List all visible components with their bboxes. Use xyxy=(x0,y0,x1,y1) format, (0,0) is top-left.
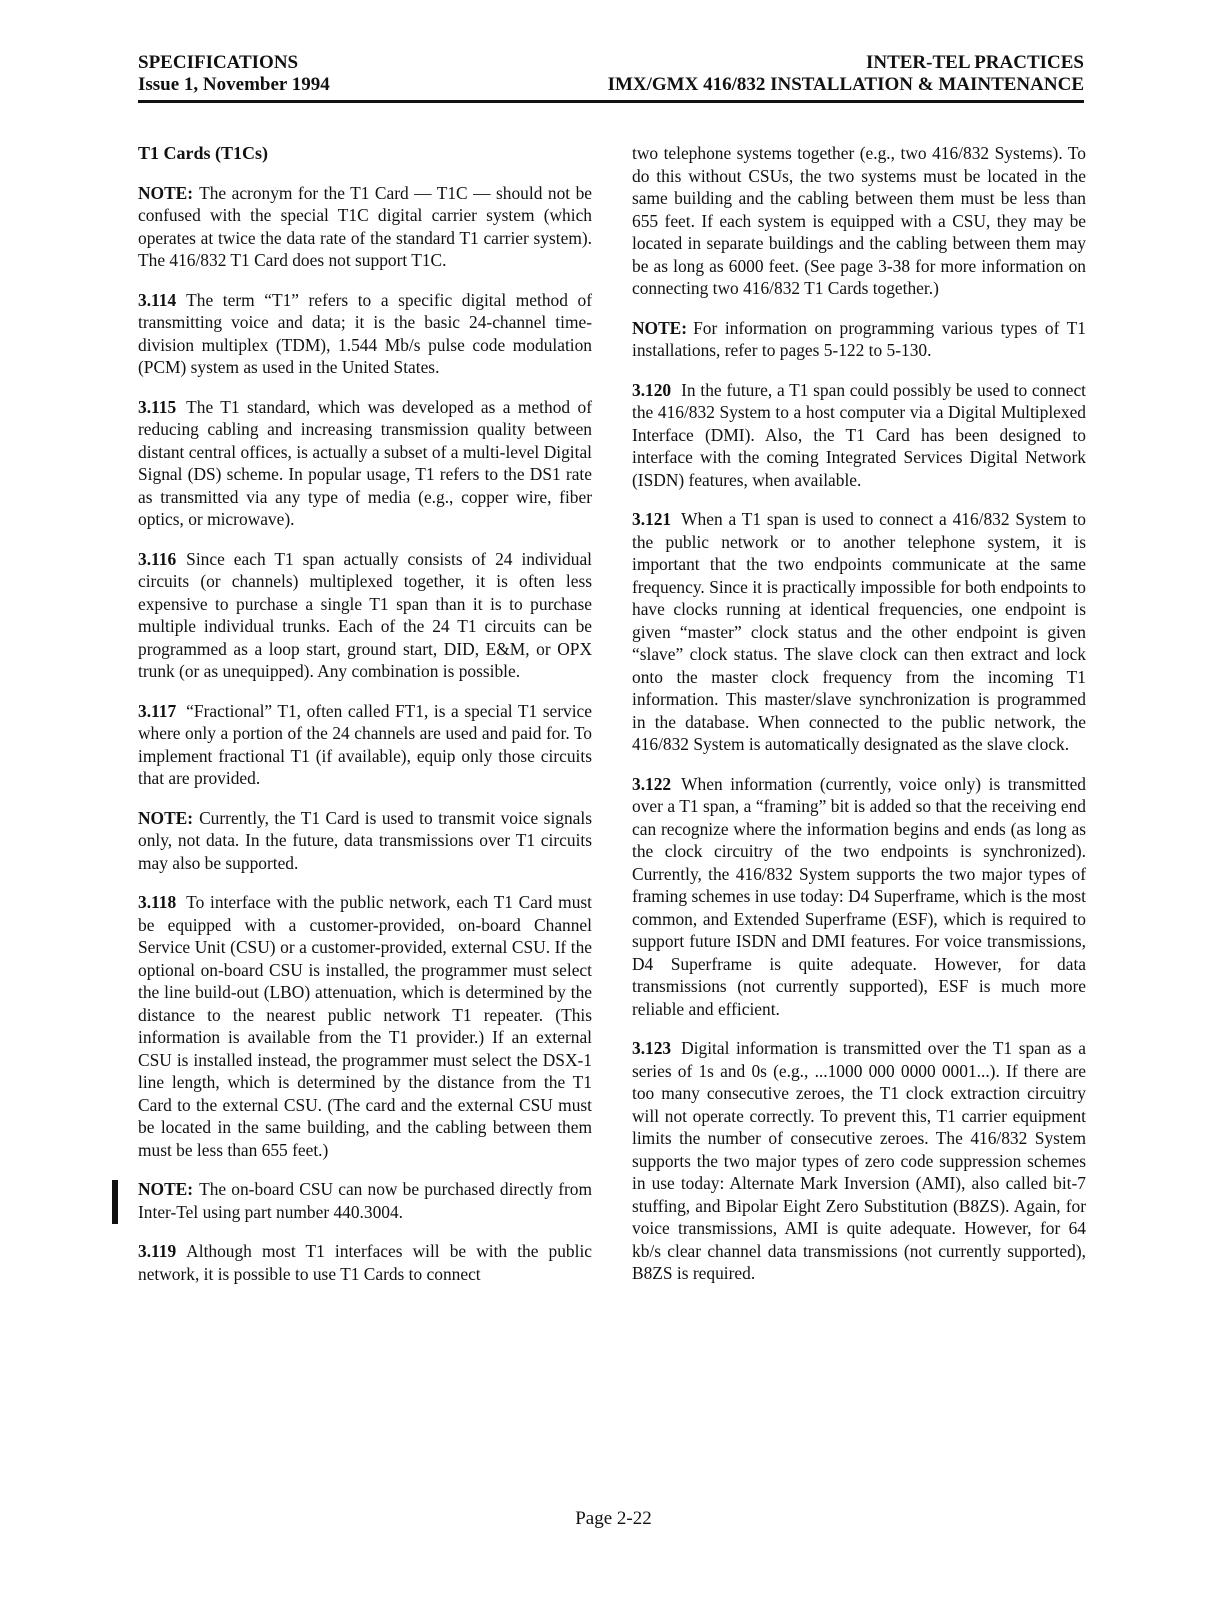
numbered-paragraph xyxy=(138,548,592,683)
paragraph-text: The on-board CSU can now be purchased directly from Inter-Tel using part number 440.3004. xyxy=(138,1179,592,1222)
paragraph-text: Currently, the T1 Card is used to transmit voice signals only, not data. In the future, data transmissions over T1 circuits may also be supported. xyxy=(138,807,592,873)
numbered-paragraph xyxy=(138,396,592,531)
note-label: NOTE: xyxy=(138,1179,194,1199)
page-number: Page 2-22 xyxy=(575,1508,652,1529)
left-column xyxy=(138,142,592,1302)
paragraph-text: Since each T1 span actually consists of 24 individual circuits (or channels) multiplexed together, it is often less expensive to purchase a single T1 span than it is to purchase multiple individual trunks. Each of the 24 T1 circuits can be programmed as a loop start, ground start, DID, E&M, or OPX trunk (or as unequipped). Any combination is possible. xyxy=(138,548,592,681)
numbered-paragraph xyxy=(138,891,592,1161)
header-manual-title: IMX/GMX 416/832 INSTALLATION & MAINTENANCE xyxy=(607,74,1084,95)
note-paragraph xyxy=(138,807,592,875)
numbered-paragraph xyxy=(632,508,1086,756)
paragraph-text: Although most T1 interfaces will be with the public network, it is possible to use T1 Cards to connect xyxy=(138,1241,592,1284)
note-label: NOTE: xyxy=(138,182,194,203)
paragraph-text: Digital information is transmitted over the T1 span as a series of 1s and 0s (e.g., ...1000 000 0000 0001...). If there are too many consecutive zeroes, the T1 clock extraction circuitry will not operate correctly. To prevent this, T1 carrier equipment limits the number of consecutive zeroes. The 416/832 System supports the two major types of zero code suppression schemes in use today: Alternate Mark Inversion (AMI), also called bit-7 stuffing, and Bipolar Eight Zero Substitution (B8ZS). Again, for voice transmissions, AMI is quite adequate. However, for 64 kb/s clear channel data transmissions (not currently supported), B8ZS is required. xyxy=(632,1038,1086,1283)
note-label: NOTE: xyxy=(138,807,194,828)
paragraph-number: 3.118 xyxy=(138,892,177,912)
header-publisher: INTER-TEL PRACTICES xyxy=(865,52,1084,73)
paragraph-number: 3.119 xyxy=(138,1241,177,1261)
header-right xyxy=(608,52,1084,96)
paragraph-text: The term “T1” refers to a specific digital method of transmitting voice and data; it is the basic 24-channel time-division multiplex (TDM), 1.544 Mb/s pulse code modulation (PCM) system as used in the United States. xyxy=(138,289,592,377)
paragraph-number: 3.114 xyxy=(138,289,177,310)
numbered-paragraph xyxy=(138,289,592,379)
paragraph-text: “Fractional” T1, often called FT1, is a special T1 service where only a portion of the 24 channels are used and paid for. To implement fractional T1 (if available), equip only those circuits that are provided. xyxy=(138,700,592,788)
header-issue: Issue 1, November 1994 xyxy=(138,74,330,95)
section-title: T1 Cards (T1Cs) xyxy=(138,143,269,163)
paragraph-text: The acronym for the T1 Card — T1C — should not be confused with the special T1C digital carrier system (which operates at twice the data rate of the standard T1 carrier system). The 416/832 T1 Card does not support T1C. xyxy=(138,182,592,270)
paragraph-number: 3.122 xyxy=(632,773,672,794)
note-label: NOTE: xyxy=(632,317,688,338)
paragraph-number: 3.116 xyxy=(138,548,177,569)
header-section: SPECIFICATIONS xyxy=(138,52,299,73)
paragraph-text: In the future, a T1 span could possibly be used to connect the 416/832 System to a host computer via a Digital Multiplexed Interface (DMI). Also, the T1 Card has been designed to interface with the coming Integrated Services Digital Network (ISDN) features, when available. xyxy=(632,379,1086,490)
paragraph-text: The T1 standard, which was developed as a method of reducing cabling and increasing transmission quality between distant central offices, is actually a subset of a multi-level Digital Signal (DS) scheme. In popular usage, T1 refers to the DS1 rate as transmitted via any type of media (e.g., copper wire, fiber optics, or microwave). xyxy=(138,396,592,529)
paragraph-text: For information on programming various types of T1 installations, refer to pages 5-122 to 5-130. xyxy=(632,317,1086,360)
paragraph-number: 3.121 xyxy=(632,509,672,529)
header-left xyxy=(138,52,330,96)
paragraph-text: When information (currently, voice only) is transmitted over a T1 span, a “framing” bit is added so that the receiving end can recognize where the information begins and ends (as long as the clock circuitry of the two endpoints is synchronized). Currently, the 416/832 System supports the two major types of framing schemes in use today: D4 Superframe, which is the most common, and Extended Superframe (ESF), which is required to support future ISDN and DMI features. For voice transmissions, D4 Superframe is quite adequate. However, for data transmissions (not currently supported), ESF is much more reliable and efficient. xyxy=(632,773,1086,1019)
note-paragraph xyxy=(138,1178,592,1223)
paragraph-number: 3.117 xyxy=(138,700,177,721)
continued-paragraph xyxy=(632,142,1086,300)
numbered-paragraph xyxy=(138,700,592,790)
numbered-paragraph xyxy=(632,1037,1086,1285)
paragraph-text: two telephone systems together (e.g., two 416/832 Systems). To do this without CSUs, the two systems must be located in the same building and the cabling between them must be less than 655 feet. If each system is equipped with a CSU, they may be located in separate buildings and the cabling between them may be as long as 6000 feet. (See page 3-38 for more information on connecting two 416/832 T1 Cards together.) xyxy=(632,143,1086,298)
numbered-paragraph xyxy=(632,773,1086,1021)
right-column xyxy=(632,142,1086,1302)
note-paragraph xyxy=(632,317,1086,362)
paragraph-number: 3.120 xyxy=(632,379,672,400)
numbered-paragraph xyxy=(632,379,1086,492)
paragraph-text: When a T1 span is used to connect a 416/832 System to the public network or to another telephone system, it is important that the two endpoints communicate at the same frequency. Since it is practically impossible for both endpoints to have clocks running at identical frequencies, one endpoint is given “master” clock status and the other endpoint is given “slave” clock status. The slave clock can then extract and lock onto the master clock frequency from the incoming T1 information. This master/slave synchronization is programmed in the database. When connected to the public network, the 416/832 System is automatically designated as the slave clock. xyxy=(632,509,1086,754)
numbered-paragraph xyxy=(138,1240,592,1285)
page-header xyxy=(138,52,1084,103)
paragraph-number: 3.123 xyxy=(632,1038,672,1058)
paragraph-text: To interface with the public network, each T1 Card must be equipped with a customer-provided, on-board Channel Service Unit (CSU) or a customer-provided, external CSU. If the optional on-board CSU is installed, the programmer must select the line build-out (LBO) attenuation, which is determined by the distance to the nearest public network T1 repeater. (This information is available from the T1 provider.) If an external CSU is installed instead, the programmer must select the DSX-1 line length, which is determined by the distance from the T1 Card to the external CSU. (The card and the external CSU must be located in the same building, and the cabling between them must be less than 655 feet.) xyxy=(138,892,592,1160)
note-paragraph xyxy=(138,182,592,272)
revision-bar xyxy=(112,1180,118,1224)
paragraph-number: 3.115 xyxy=(138,396,177,417)
